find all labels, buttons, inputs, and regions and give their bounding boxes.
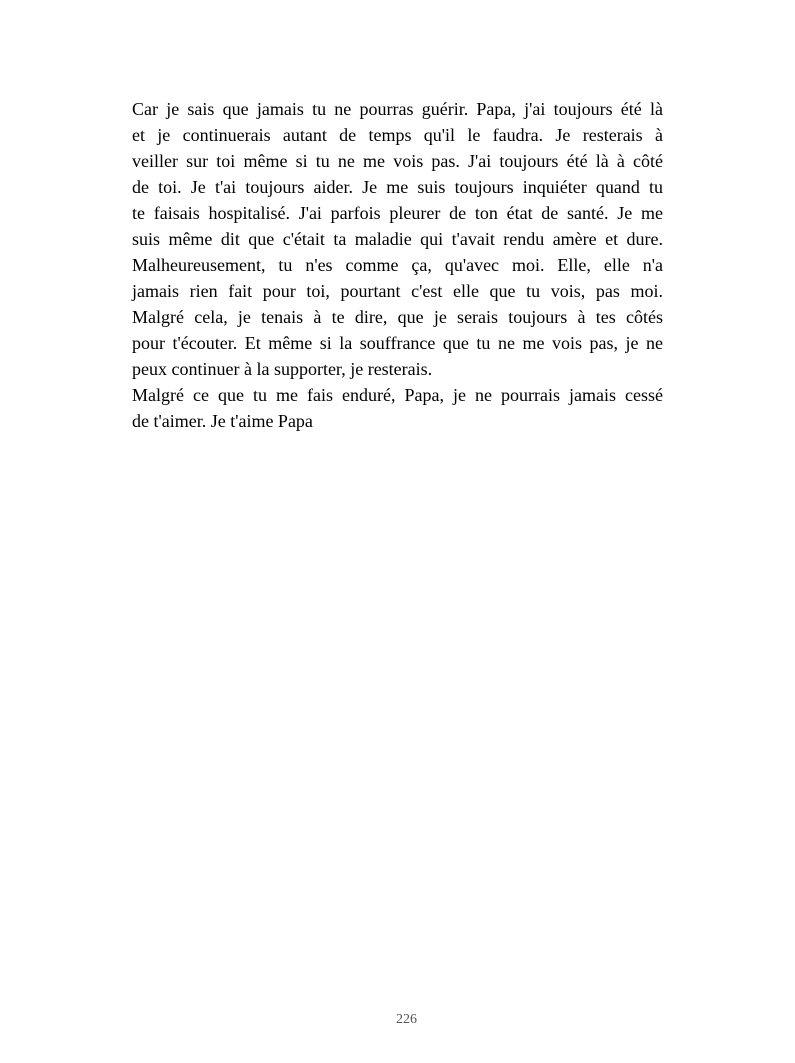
page-text [132, 96, 663, 434]
text-line: Malheureusement, tu n'es comme ça, qu'avec moi. Elle, elle n'a [132, 255, 663, 275]
text-line: suis même dit que c'était ta maladie qui t'avait rendu amère et dure. [132, 229, 663, 249]
text-line: peux continuer à la supporter, je resterais. [132, 359, 433, 379]
page-number: 226 [396, 1012, 417, 1027]
text-line: de toi. Je t'ai toujours aider. Je me suis toujours inquiéter quand tu [132, 177, 663, 197]
text-line: pour t'écouter. Et même si la souffrance que tu ne me vois pas, je ne [132, 333, 663, 353]
text-line: te faisais hospitalisé. J'ai parfois pleurer de ton état de santé. Je me [132, 203, 663, 223]
text-line: veiller sur toi même si tu ne me vois pas. J'ai toujours été là à côté [132, 151, 663, 171]
text-line: Malgré ce que tu me fais enduré, Papa, je ne pourrais jamais cessé [132, 385, 663, 405]
text-line: de t'aimer. Je t'aime Papa [132, 411, 313, 431]
text-line: et je continuerais autant de temps qu'il le faudra. Je resterais à [132, 125, 663, 145]
text-line: Car je sais que jamais tu ne pourras guérir. Papa, j'ai toujours été là [132, 99, 663, 119]
text-line: Malgré cela, je tenais à te dire, que je serais toujours à tes côtés [132, 307, 663, 327]
text-line: jamais rien fait pour toi, pourtant c'est elle que tu vois, pas moi. [132, 281, 663, 301]
